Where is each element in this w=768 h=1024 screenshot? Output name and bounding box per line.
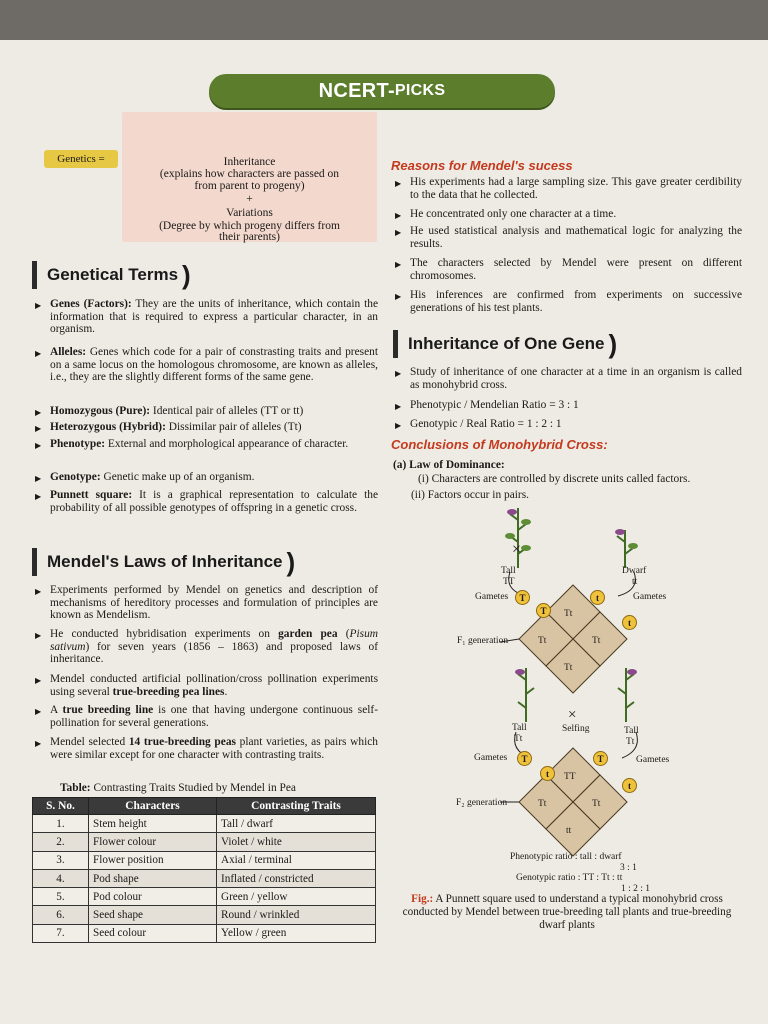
- mendel-point-3: ▶ Mendel conducted artificial pollination/cross pollination experiments using several true-breeding pea lines.: [35, 673, 378, 698]
- punnett-f2-grid: [519, 748, 627, 856]
- bracket-icon: ): [182, 260, 191, 290]
- f2-generation-label: F₂ generation: [456, 798, 508, 808]
- gamete-t-icon: t: [590, 590, 605, 605]
- f1-tall-left-label: Tall: [512, 723, 527, 733]
- term-alleles: ▶ Alleles: Genes which code for a pair of constrasting traits and present on a same locus on the homologous chromosome, are known as alleles, i.e., they are the slightly different forms of the same gene.: [35, 346, 378, 384]
- inheritance-desc-1: (explains how characters are passed on: [159, 168, 340, 180]
- conclusion-point-2: (ii) Factors occur in pairs.: [411, 489, 529, 501]
- one-gene-heading: [393, 330, 617, 358]
- variations-line: Variations: [226, 207, 273, 219]
- punnett-cell: Tt: [538, 799, 547, 809]
- punnett-cell: Tt: [564, 609, 573, 619]
- reason-2: ▶ He concentrated only one character at a time.: [395, 208, 617, 220]
- table-caption: Table: Contrasting Traits Studied by Mendel in Pea: [60, 782, 296, 794]
- punnett-cell: Tt: [592, 799, 601, 809]
- selfing-cross-symbol: ×: [568, 707, 577, 723]
- f1-tall-plant-icon: [515, 668, 534, 722]
- mendel-point-4: ▶ A true breeding line is one that having undergone continuous self-pollination for several generations.: [35, 704, 379, 729]
- heading-text: Genetical Terms: [47, 265, 179, 284]
- banner-title-small: PICKS: [394, 82, 446, 99]
- mendel-point-5: ▶ Mendel selected 14 true-breeding peas plant varieties, as pairs which were similar except for one character with contrasting traits.: [35, 736, 378, 761]
- term-phenotype: ▶ Phenotype: External and morphological appearance of character.: [35, 438, 349, 450]
- tall-parent-plant-icon: [505, 508, 531, 568]
- table-row: 1. Stem height Tall / dwarf: [33, 815, 376, 833]
- header-traits: Contrasting Traits: [217, 798, 376, 815]
- inheritance-line: Inheritance: [223, 156, 276, 168]
- phenotypic-ratio-values: 3 : 1: [620, 863, 637, 873]
- banner-title: NCERT-: [318, 79, 395, 102]
- conclusions-heading: Conclusions of Monohybrid Cross:: [391, 437, 608, 452]
- gamete-T-icon: T: [515, 590, 530, 605]
- punnett-cell: Tt: [592, 636, 601, 646]
- gamete-t-icon: t: [622, 615, 637, 630]
- law-of-dominance: (a) Law of Dominance:: [393, 459, 505, 471]
- punnett-cell: Tt: [564, 663, 573, 673]
- heading-text: Inheritance of One Gene: [408, 334, 605, 353]
- table-row: 6. Seed shape Round / wrinkled: [33, 906, 376, 924]
- term-genotype: ▶ Genotype: Genetic make up of an organism.: [35, 471, 255, 483]
- gametes-right-label: Gametes: [633, 592, 667, 602]
- variations-desc-1: (Degree by which progeny differs from: [159, 220, 340, 232]
- bracket-icon: ): [608, 329, 618, 359]
- term-punnett: ▶ Punnett square: It is a graphical representation to calculate the probability of all possible genotypes of offspring in a genetic cross.: [35, 489, 379, 514]
- genetical-terms-heading: [32, 261, 191, 289]
- monohybrid-cross-diagram: [430, 500, 730, 880]
- table-row: 3. Flower position Axial / terminal: [33, 851, 376, 869]
- punnett-cell: Tt: [538, 636, 547, 646]
- header-characters: Characters: [89, 798, 217, 815]
- contrasting-traits-table: [32, 797, 376, 943]
- gamete-t-icon: t: [540, 766, 555, 781]
- heading-text: Mendel's Laws of Inheritance: [47, 552, 283, 571]
- gametes2-left-label: Gametes: [474, 753, 508, 763]
- plus-sign: +: [246, 193, 253, 205]
- f1-genotype-left: Tt: [514, 734, 523, 744]
- punnett-cell: tt: [566, 826, 572, 836]
- genotypic-ratio-values: 1 : 2 : 1: [621, 884, 651, 894]
- one-gene-point-2: ▶ Phenotypic / Mendelian Ratio = 3 : 1: [395, 399, 579, 411]
- term-genes: ▶ Genes (Factors): They are the units of inheritance, which contain the information that is required to express a particular character, in an organism.: [35, 298, 378, 336]
- f1-generation-label: F₁ generation: [457, 636, 509, 646]
- dwarf-genotype: tt: [632, 577, 638, 587]
- punnett-cell: TT: [564, 772, 576, 782]
- bracket-icon: ): [286, 547, 296, 577]
- inheritance-desc-2: from parent to progeny): [194, 180, 305, 192]
- one-gene-point-1: ▶ Study of inheritance of one character at a time in an organism is called as monohybrid cross.: [395, 366, 742, 391]
- cross-symbol: ×: [512, 541, 522, 558]
- phenotypic-ratio: Phenotypic ratio : tall : dwarf: [510, 852, 622, 862]
- term-heterozygous: ▶ Heterozygous (Hybrid): Dissimilar pair of alleles (Tt): [35, 421, 302, 433]
- reason-3: ▶ He used statistical analysis and mathematical logic for analyzing the results.: [395, 225, 742, 250]
- variations-desc-2: their parents): [219, 231, 280, 243]
- reason-5: ▶ His inferences are confirmed from experiments on successive generations of his test plants.: [395, 289, 742, 314]
- tall-label: Tall: [501, 566, 516, 576]
- genotypic-ratio: Genotypic ratio : TT : Tt : tt: [516, 873, 623, 883]
- term-homozygous: ▶ Homozygous (Pure): Identical pair of alleles (TT or tt): [35, 405, 304, 417]
- figure-caption: Fig.: A Punnett square used to understand a typical monohybrid cross conducted by Mendel between true-breeding tall plants and true-breeding dwarf plants: [402, 893, 732, 931]
- punnett-f1-grid: [519, 585, 627, 693]
- conclusion-point-1: (i) Characters are controlled by discrete units called factors.: [418, 473, 691, 485]
- heading-bar: [32, 261, 37, 289]
- dwarf-label: Dwarf: [622, 566, 647, 576]
- mendel-point-1: ▶ Experiments performed by Mendel on genetics and description of mechanisms of hereditory processes and formulation of principles are known as Mendelism.: [35, 584, 378, 622]
- gamete-T-icon: T: [536, 603, 551, 618]
- gametes2-right-label: Gametes: [636, 755, 670, 765]
- selfing-label: Selfing: [562, 724, 590, 734]
- gamete-t-icon: t: [622, 778, 637, 793]
- tall-genotype: TT: [503, 577, 515, 587]
- gametes-left-label: Gametes: [475, 592, 509, 602]
- mendels-laws-heading: [32, 548, 295, 576]
- ncert-picks-banner: [209, 74, 555, 108]
- heading-bar: [393, 330, 398, 358]
- f1-genotype-right: Tt: [626, 737, 635, 747]
- table-row: 7. Seed colour Yellow / green: [33, 924, 376, 942]
- header-sno: S. No.: [33, 798, 89, 815]
- one-gene-point-3: ▶ Genotypic / Real Ratio = 1 : 2 : 1: [395, 418, 562, 430]
- gamete-T-icon: T: [593, 751, 608, 766]
- dwarf-parent-plant-icon: [615, 529, 638, 568]
- genetics-label: Genetics =: [44, 150, 118, 168]
- table-row: 5. Pod colour Green / yellow: [33, 888, 376, 906]
- f1-tall-plant-right-icon: [618, 668, 637, 722]
- reason-1: ▶ His experiments had a large sampling size. This gave greater cerdibility to the data that he collected.: [395, 176, 742, 201]
- f1-tall-right-label: Tall: [624, 726, 639, 736]
- table-row: 2. Flower colour Violet / white: [33, 833, 376, 851]
- gamete-T-icon: T: [517, 751, 532, 766]
- reason-4: ▶ The characters selected by Mendel were present on different chromosomes.: [395, 257, 742, 282]
- heading-bar: [32, 548, 37, 576]
- reasons-heading: Reasons for Mendel's sucess: [391, 158, 573, 173]
- mendel-point-2: ▶ He conducted hybridisation experiments on garden pea (Pisum sativum) for seven years (1856 – 1863) and proposed laws of inheritance.: [35, 628, 378, 666]
- table-row: 4. Pod shape Inflated / constricted: [33, 869, 376, 887]
